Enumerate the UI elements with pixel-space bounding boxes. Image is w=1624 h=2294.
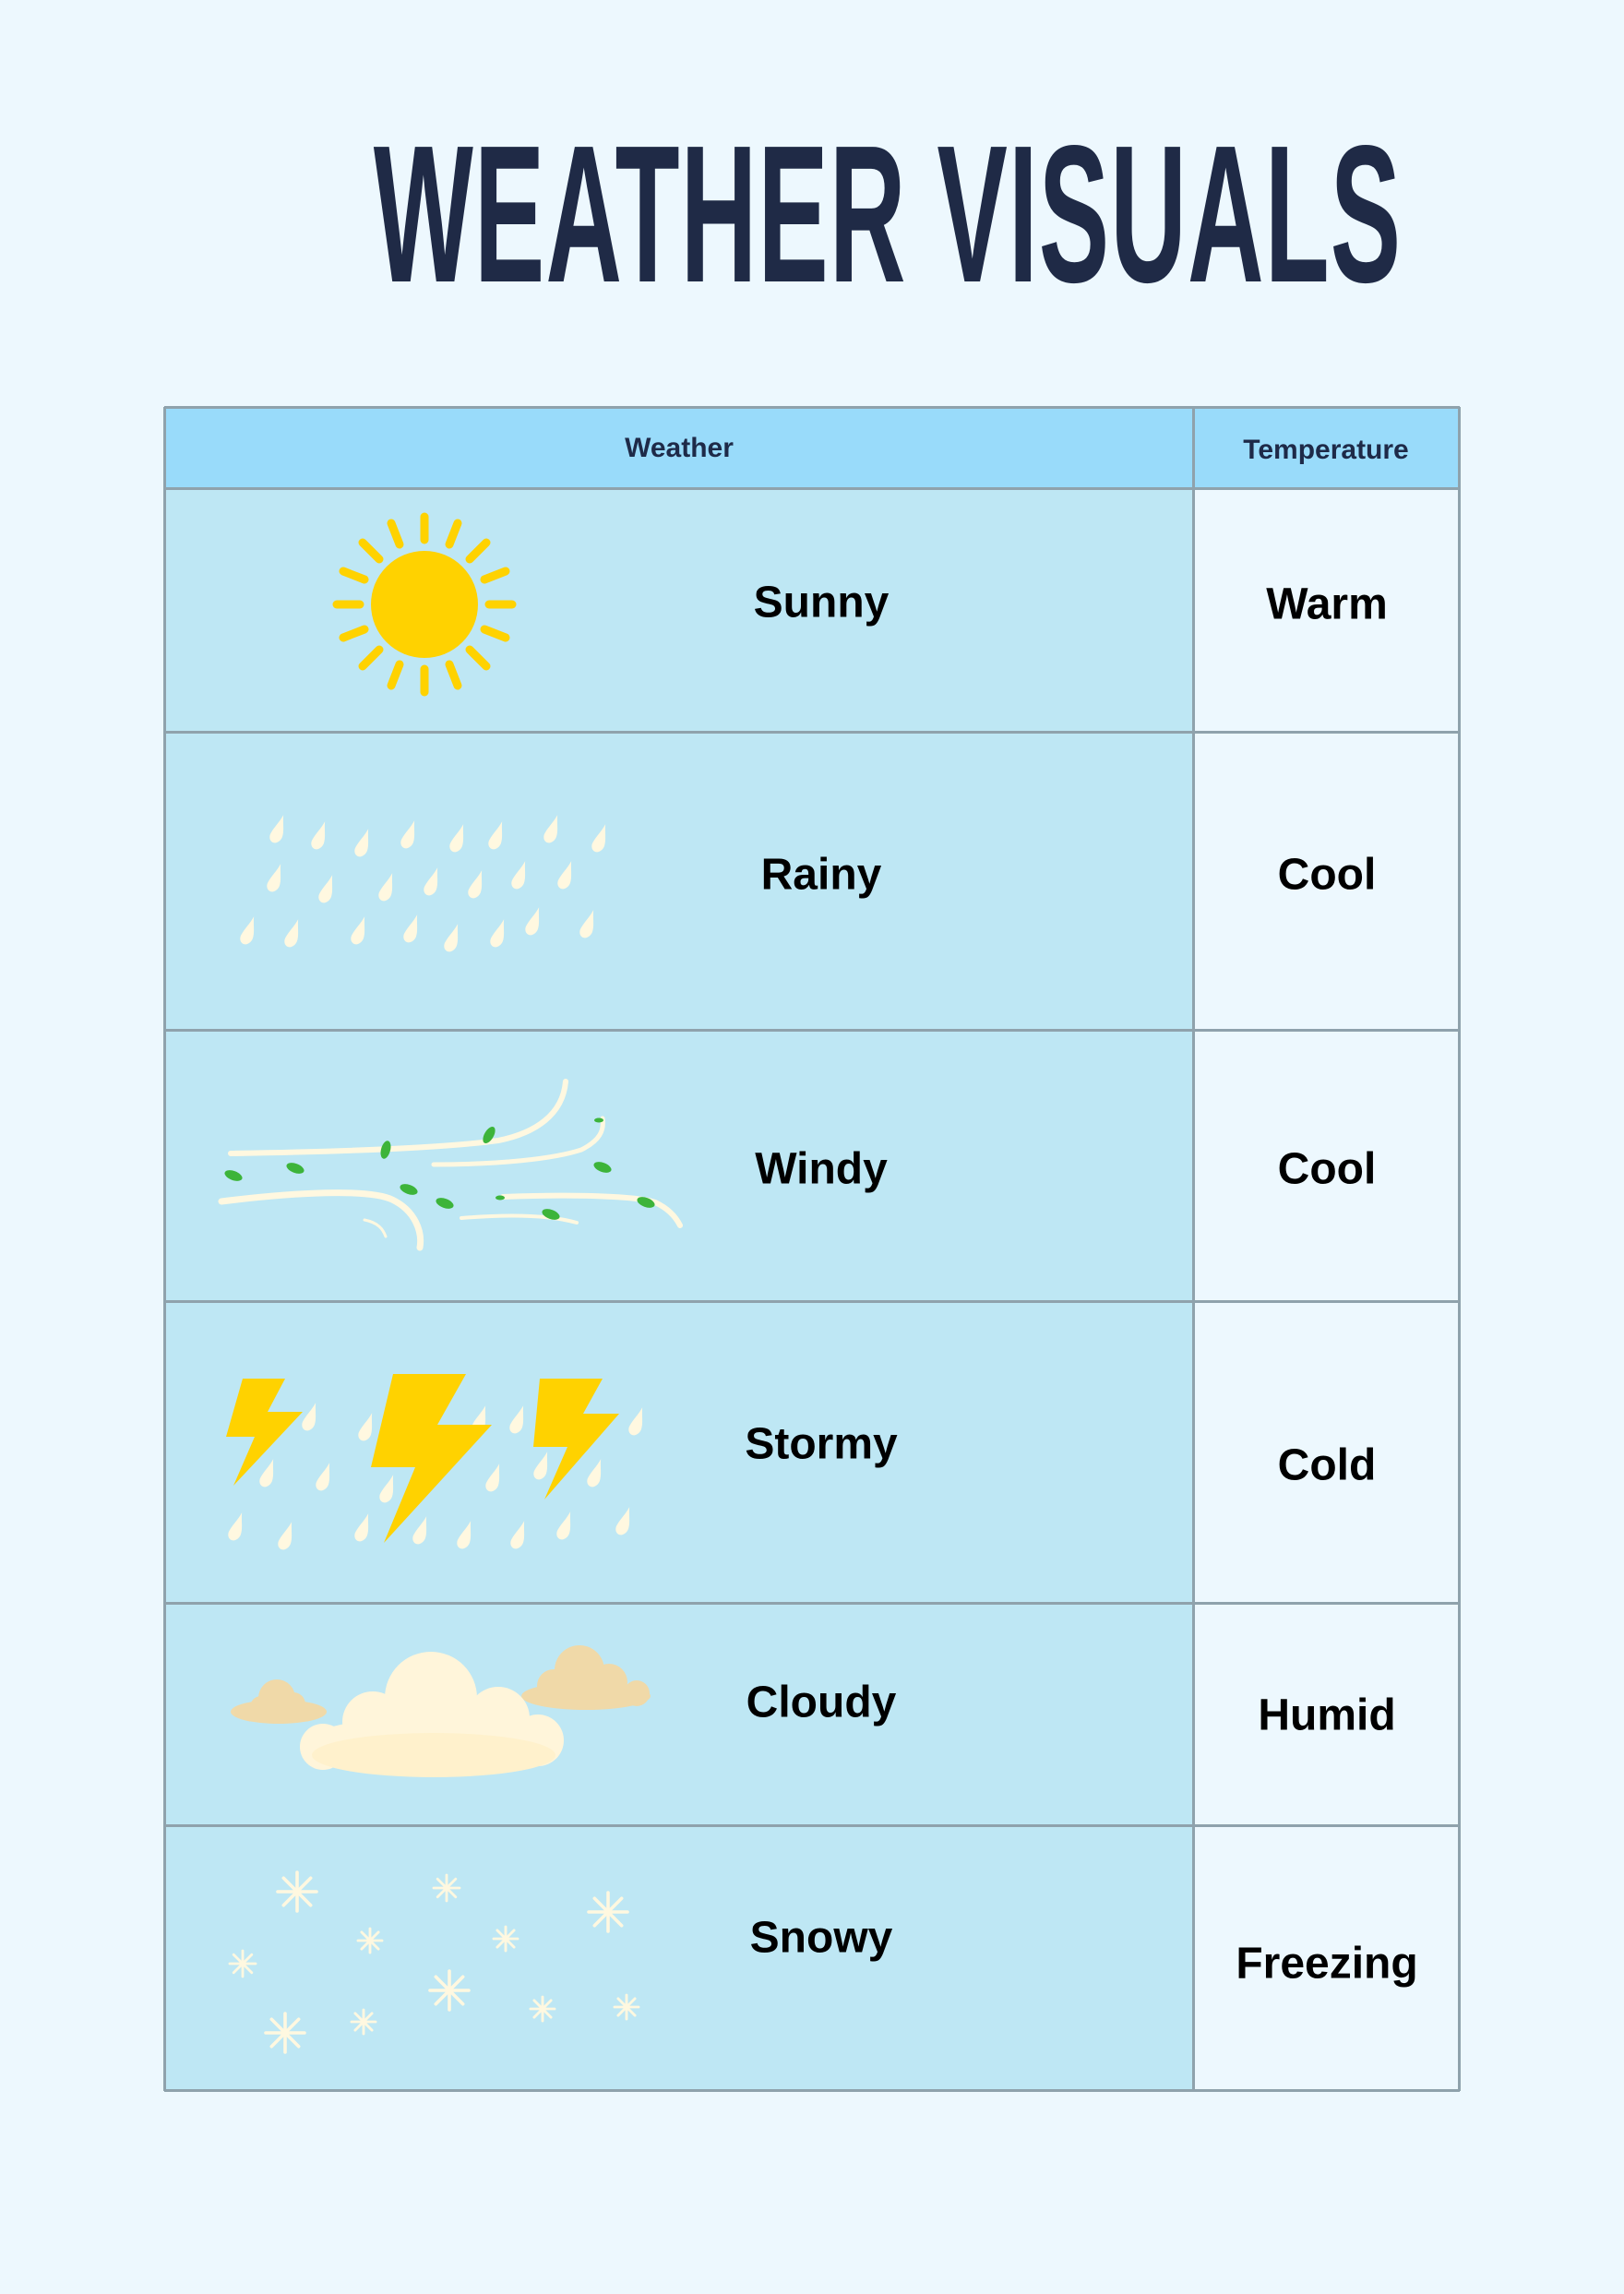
weather-label-rainy: Rainy <box>760 850 882 900</box>
weather-label-sunny: Sunny <box>753 578 890 627</box>
header-temperature: Temperature <box>1243 435 1409 465</box>
weather-label-windy: Windy <box>755 1144 888 1194</box>
temperature-label-windy: Cool <box>1277 1144 1377 1194</box>
temperature-label-rainy: Cool <box>1277 850 1377 900</box>
page-title: WEATHER VISUALS <box>373 104 1403 323</box>
temperature-label-sunny: Warm <box>1266 579 1388 629</box>
header-weather: Weather <box>625 433 734 463</box>
weather-label-stormy: Stormy <box>745 1419 898 1469</box>
weather-label-snowy: Snowy <box>749 1913 893 1963</box>
weather-label-cloudy: Cloudy <box>746 1678 897 1727</box>
temperature-label-snowy: Freezing <box>1236 1939 1418 1989</box>
temperature-label-cloudy: Humid <box>1258 1691 1396 1740</box>
temperature-label-stormy: Cold <box>1277 1440 1377 1490</box>
